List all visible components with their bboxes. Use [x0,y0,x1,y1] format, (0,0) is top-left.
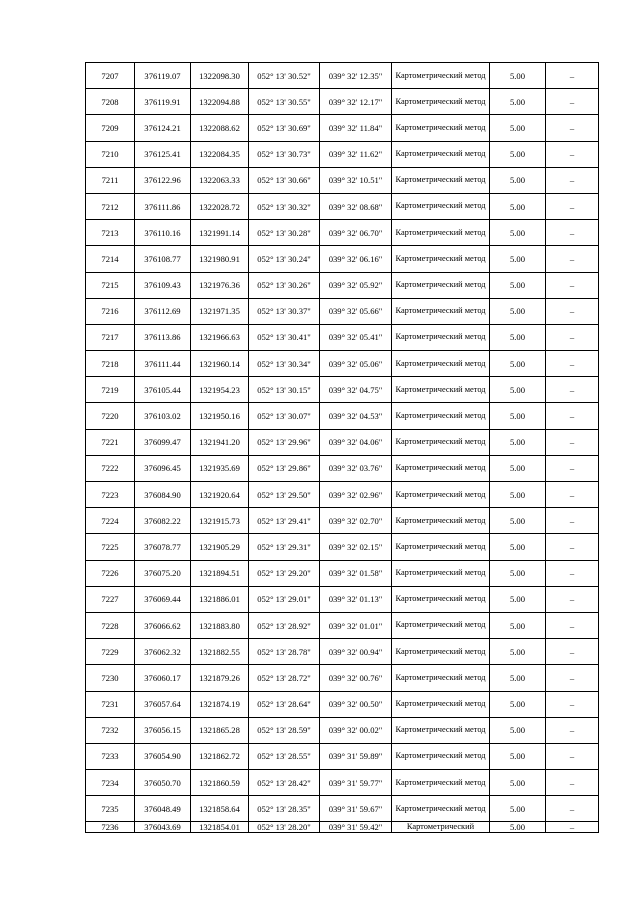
latitude-cell: 052° 13' 29.01" [249,586,320,612]
latitude-cell: 052° 13' 30.41" [249,324,320,350]
note-cell: – [546,743,599,769]
table-row [86,822,599,833]
note-cell: – [546,429,599,455]
latitude-cell: 052° 13' 30.28" [249,220,320,246]
longitude-cell: 039° 32' 06.16" [320,246,392,272]
method-cell: Картометрический метод [392,770,490,796]
precision-cell: 5.00 [490,717,546,743]
x-coordinate-cell: 376075.20 [135,560,191,586]
precision-cell: 5.00 [490,63,546,89]
note-cell: – [546,508,599,534]
y-coordinate-cell: 1321950.16 [191,403,249,429]
table-row [86,377,599,403]
note-cell: – [546,220,599,246]
point-number-cell: 7234 [86,770,135,796]
note-cell: – [546,534,599,560]
longitude-cell: 039° 32' 04.75" [320,377,392,403]
precision-cell: 5.00 [490,743,546,769]
table-row [86,743,599,769]
y-coordinate-cell: 1321860.59 [191,770,249,796]
point-number-cell: 7223 [86,482,135,508]
longitude-cell: 039° 32' 05.06" [320,351,392,377]
point-number-cell: 7220 [86,403,135,429]
precision-cell: 5.00 [490,377,546,403]
x-coordinate-cell: 376069.44 [135,586,191,612]
note-cell: – [546,796,599,822]
latitude-cell: 052° 13' 28.78" [249,639,320,665]
note-cell: – [546,298,599,324]
longitude-cell: 039° 31' 59.67" [320,796,392,822]
method-cell: Картометрический метод [392,717,490,743]
note-cell: – [546,167,599,193]
precision-cell: 5.00 [490,455,546,481]
y-coordinate-cell: 1322063.33 [191,167,249,193]
precision-cell: 5.00 [490,822,546,833]
point-number-cell: 7218 [86,351,135,377]
method-cell: Картометрический метод [392,220,490,246]
note-cell: – [546,560,599,586]
precision-cell: 5.00 [490,167,546,193]
y-coordinate-cell: 1321865.28 [191,717,249,743]
y-coordinate-cell: 1321976.36 [191,272,249,298]
table-row [86,115,599,141]
longitude-cell: 039° 32' 00.76" [320,665,392,691]
point-number-cell: 7221 [86,429,135,455]
point-number-cell: 7231 [86,691,135,717]
latitude-cell: 052° 13' 30.37" [249,298,320,324]
method-cell: Картометрический метод [392,743,490,769]
x-coordinate-cell: 376112.69 [135,298,191,324]
method-cell: Картометрический метод [392,639,490,665]
method-cell: Картометрический метод [392,167,490,193]
y-coordinate-cell: 1321879.26 [191,665,249,691]
x-coordinate-cell: 376119.07 [135,63,191,89]
latitude-cell: 052° 13' 30.26" [249,272,320,298]
longitude-cell: 039° 32' 02.70" [320,508,392,534]
table-row [86,639,599,665]
table-row [86,63,599,89]
note-cell: – [546,246,599,272]
point-number-cell: 7224 [86,508,135,534]
x-coordinate-cell: 376099.47 [135,429,191,455]
x-coordinate-cell: 376043.69 [135,822,191,833]
x-coordinate-cell: 376054.90 [135,743,191,769]
method-cell: Картометрический метод [392,455,490,481]
y-coordinate-cell: 1321862.72 [191,743,249,769]
longitude-cell: 039° 32' 00.94" [320,639,392,665]
note-cell: – [546,691,599,717]
y-coordinate-cell: 1322098.30 [191,63,249,89]
latitude-cell: 052° 13' 28.42" [249,770,320,796]
longitude-cell: 039° 32' 01.01" [320,612,392,638]
note-cell: – [546,193,599,219]
precision-cell: 5.00 [490,220,546,246]
longitude-cell: 039° 32' 00.02" [320,717,392,743]
method-cell: Картометрический метод [392,115,490,141]
note-cell: – [546,377,599,403]
y-coordinate-cell: 1321954.23 [191,377,249,403]
method-cell: Картометрический метод [392,665,490,691]
point-number-cell: 7230 [86,665,135,691]
latitude-cell: 052° 13' 29.20" [249,560,320,586]
latitude-cell: 052° 13' 28.55" [249,743,320,769]
note-cell: – [546,639,599,665]
x-coordinate-cell: 376109.43 [135,272,191,298]
point-number-cell: 7216 [86,298,135,324]
table-row [86,796,599,822]
y-coordinate-cell: 1321882.55 [191,639,249,665]
table-row [86,560,599,586]
x-coordinate-cell: 376119.91 [135,89,191,115]
precision-cell: 5.00 [490,560,546,586]
point-number-cell: 7212 [86,193,135,219]
y-coordinate-cell: 1321966.63 [191,324,249,350]
table-row [86,429,599,455]
latitude-cell: 052° 13' 30.15" [249,377,320,403]
x-coordinate-cell: 376124.21 [135,115,191,141]
note-cell: – [546,665,599,691]
latitude-cell: 052° 13' 30.66" [249,167,320,193]
latitude-cell: 052° 13' 29.50" [249,482,320,508]
latitude-cell: 052° 13' 30.32" [249,193,320,219]
point-number-cell: 7210 [86,141,135,167]
method-cell: Картометрический метод [392,796,490,822]
latitude-cell: 052° 13' 28.72" [249,665,320,691]
method-cell: Картометрический метод [392,351,490,377]
table-row [86,351,599,377]
note-cell: – [546,351,599,377]
coordinates-table [85,62,599,833]
longitude-cell: 039° 32' 05.92" [320,272,392,298]
note-cell: – [546,482,599,508]
method-cell: Картометрический метод [392,586,490,612]
point-number-cell: 7228 [86,612,135,638]
y-coordinate-cell: 1322084.35 [191,141,249,167]
latitude-cell: 052° 13' 30.07" [249,403,320,429]
precision-cell: 5.00 [490,770,546,796]
method-cell: Картометрический метод [392,534,490,560]
table-row [86,482,599,508]
method-cell: Картометрический [392,822,490,833]
latitude-cell: 052° 13' 30.24" [249,246,320,272]
precision-cell: 5.00 [490,665,546,691]
point-number-cell: 7211 [86,167,135,193]
method-cell: Картометрический метод [392,429,490,455]
precision-cell: 5.00 [490,272,546,298]
longitude-cell: 039° 32' 01.58" [320,560,392,586]
table-row [86,691,599,717]
x-coordinate-cell: 376105.44 [135,377,191,403]
longitude-cell: 039° 32' 05.41" [320,324,392,350]
precision-cell: 5.00 [490,508,546,534]
precision-cell: 5.00 [490,639,546,665]
latitude-cell: 052° 13' 28.92" [249,612,320,638]
precision-cell: 5.00 [490,298,546,324]
y-coordinate-cell: 1321935.69 [191,455,249,481]
note-cell: – [546,272,599,298]
x-coordinate-cell: 376111.44 [135,351,191,377]
x-coordinate-cell: 376111.86 [135,193,191,219]
precision-cell: 5.00 [490,351,546,377]
method-cell: Картометрический метод [392,193,490,219]
longitude-cell: 039° 32' 11.62" [320,141,392,167]
x-coordinate-cell: 376078.77 [135,534,191,560]
table-row [86,193,599,219]
method-cell: Картометрический метод [392,246,490,272]
table-row [86,324,599,350]
x-coordinate-cell: 376096.45 [135,455,191,481]
method-cell: Картометрический метод [392,612,490,638]
table-row [86,220,599,246]
precision-cell: 5.00 [490,403,546,429]
precision-cell: 5.00 [490,482,546,508]
x-coordinate-cell: 376050.70 [135,770,191,796]
point-number-cell: 7207 [86,63,135,89]
longitude-cell: 039° 32' 12.17" [320,89,392,115]
point-number-cell: 7226 [86,560,135,586]
longitude-cell: 039° 32' 02.96" [320,482,392,508]
y-coordinate-cell: 1321886.01 [191,586,249,612]
latitude-cell: 052° 13' 30.73" [249,141,320,167]
longitude-cell: 039° 32' 03.76" [320,455,392,481]
x-coordinate-cell: 376056.15 [135,717,191,743]
precision-cell: 5.00 [490,246,546,272]
precision-cell: 5.00 [490,429,546,455]
note-cell: – [546,717,599,743]
point-number-cell: 7225 [86,534,135,560]
point-number-cell: 7208 [86,89,135,115]
y-coordinate-cell: 1321960.14 [191,351,249,377]
latitude-cell: 052° 13' 29.96" [249,429,320,455]
method-cell: Картометрический метод [392,141,490,167]
y-coordinate-cell: 1321915.73 [191,508,249,534]
table-row [86,403,599,429]
y-coordinate-cell: 1321874.19 [191,691,249,717]
y-coordinate-cell: 1322088.62 [191,115,249,141]
point-number-cell: 7232 [86,717,135,743]
y-coordinate-cell: 1322028.72 [191,193,249,219]
note-cell: – [546,822,599,833]
x-coordinate-cell: 376082.22 [135,508,191,534]
y-coordinate-cell: 1322094.88 [191,89,249,115]
latitude-cell: 052° 13' 28.35" [249,796,320,822]
y-coordinate-cell: 1321991.14 [191,220,249,246]
latitude-cell: 052° 13' 30.69" [249,115,320,141]
note-cell: – [546,403,599,429]
table-row [86,665,599,691]
x-coordinate-cell: 376113.86 [135,324,191,350]
method-cell: Картометрический метод [392,691,490,717]
latitude-cell: 052° 13' 30.52" [249,63,320,89]
point-number-cell: 7227 [86,586,135,612]
precision-cell: 5.00 [490,612,546,638]
note-cell: – [546,89,599,115]
note-cell: – [546,63,599,89]
table-row [86,89,599,115]
table-row [86,717,599,743]
longitude-cell: 039° 32' 00.50" [320,691,392,717]
note-cell: – [546,770,599,796]
method-cell: Картометрический метод [392,272,490,298]
precision-cell: 5.00 [490,691,546,717]
x-coordinate-cell: 376048.49 [135,796,191,822]
latitude-cell: 052° 13' 28.20" [249,822,320,833]
table-row [86,141,599,167]
table-row [86,167,599,193]
y-coordinate-cell: 1321971.35 [191,298,249,324]
note-cell: – [546,612,599,638]
point-number-cell: 7229 [86,639,135,665]
table-row [86,272,599,298]
table-row [86,586,599,612]
longitude-cell: 039° 32' 01.13" [320,586,392,612]
y-coordinate-cell: 1321905.29 [191,534,249,560]
note-cell: – [546,586,599,612]
method-cell: Картометрический метод [392,63,490,89]
y-coordinate-cell: 1321941.20 [191,429,249,455]
method-cell: Картометрический метод [392,324,490,350]
precision-cell: 5.00 [490,534,546,560]
y-coordinate-cell: 1321858.64 [191,796,249,822]
latitude-cell: 052° 13' 29.41" [249,508,320,534]
table-row [86,246,599,272]
point-number-cell: 7235 [86,796,135,822]
method-cell: Картометрический метод [392,560,490,586]
x-coordinate-cell: 376057.64 [135,691,191,717]
precision-cell: 5.00 [490,586,546,612]
point-number-cell: 7209 [86,115,135,141]
y-coordinate-cell: 1321854.01 [191,822,249,833]
y-coordinate-cell: 1321894.51 [191,560,249,586]
latitude-cell: 052° 13' 28.64" [249,691,320,717]
longitude-cell: 039° 31' 59.42" [320,822,392,833]
point-number-cell: 7213 [86,220,135,246]
x-coordinate-cell: 376060.17 [135,665,191,691]
latitude-cell: 052° 13' 30.55" [249,89,320,115]
y-coordinate-cell: 1321883.80 [191,612,249,638]
precision-cell: 5.00 [490,115,546,141]
method-cell: Картометрический метод [392,377,490,403]
method-cell: Картометрический метод [392,403,490,429]
precision-cell: 5.00 [490,796,546,822]
table-row [86,612,599,638]
longitude-cell: 039° 32' 06.70" [320,220,392,246]
x-coordinate-cell: 376103.02 [135,403,191,429]
point-number-cell: 7217 [86,324,135,350]
longitude-cell: 039° 32' 08.68" [320,193,392,219]
longitude-cell: 039° 32' 04.53" [320,403,392,429]
precision-cell: 5.00 [490,324,546,350]
x-coordinate-cell: 376108.77 [135,246,191,272]
x-coordinate-cell: 376110.16 [135,220,191,246]
table-row [86,770,599,796]
table-row [86,534,599,560]
x-coordinate-cell: 376122.96 [135,167,191,193]
y-coordinate-cell: 1321920.64 [191,482,249,508]
longitude-cell: 039° 32' 11.84" [320,115,392,141]
latitude-cell: 052° 13' 29.31" [249,534,320,560]
point-number-cell: 7215 [86,272,135,298]
point-number-cell: 7233 [86,743,135,769]
note-cell: – [546,115,599,141]
latitude-cell: 052° 13' 29.86" [249,455,320,481]
precision-cell: 5.00 [490,89,546,115]
x-coordinate-cell: 376062.32 [135,639,191,665]
table-row [86,508,599,534]
latitude-cell: 052° 13' 30.34" [249,351,320,377]
note-cell: – [546,324,599,350]
point-number-cell: 7222 [86,455,135,481]
precision-cell: 5.00 [490,193,546,219]
method-cell: Картометрический метод [392,482,490,508]
table-body [86,63,599,833]
x-coordinate-cell: 376084.90 [135,482,191,508]
method-cell: Картометрический метод [392,508,490,534]
table-row [86,455,599,481]
x-coordinate-cell: 376066.62 [135,612,191,638]
point-number-cell: 7219 [86,377,135,403]
longitude-cell: 039° 32' 05.66" [320,298,392,324]
method-cell: Картометрический метод [392,89,490,115]
longitude-cell: 039° 32' 04.06" [320,429,392,455]
longitude-cell: 039° 31' 59.77" [320,770,392,796]
x-coordinate-cell: 376125.41 [135,141,191,167]
method-cell: Картометрический метод [392,298,490,324]
point-number-cell: 7236 [86,822,135,833]
note-cell: – [546,455,599,481]
longitude-cell: 039° 32' 02.15" [320,534,392,560]
table-row [86,298,599,324]
precision-cell: 5.00 [490,141,546,167]
note-cell: – [546,141,599,167]
longitude-cell: 039° 32' 12.35" [320,63,392,89]
latitude-cell: 052° 13' 28.59" [249,717,320,743]
longitude-cell: 039° 32' 10.51" [320,167,392,193]
point-number-cell: 7214 [86,246,135,272]
y-coordinate-cell: 1321980.91 [191,246,249,272]
longitude-cell: 039° 31' 59.89" [320,743,392,769]
